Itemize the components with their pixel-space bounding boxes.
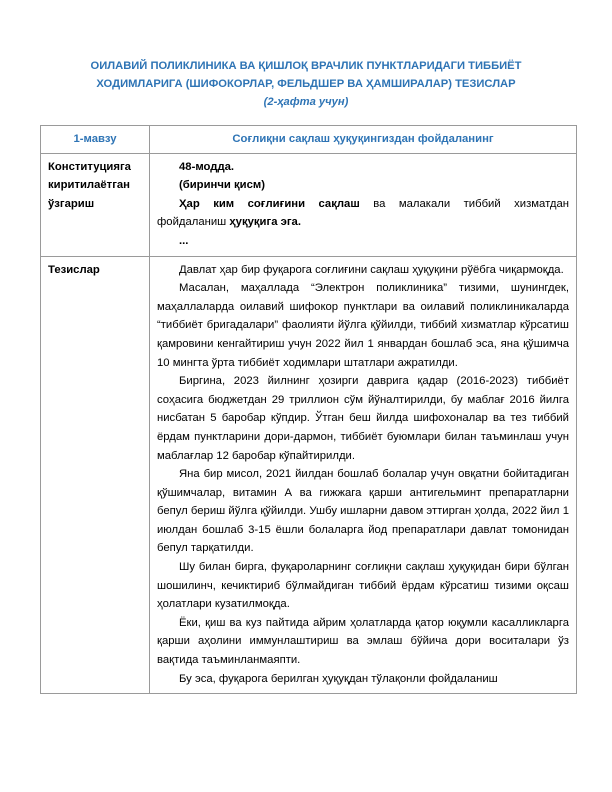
heading-line-1: ОИЛАВИЙ ПОЛИКЛИНИКА ВА ҚИШЛОҚ ВРАЧЛИК ПУНКТЛАРИДАГИ ТИББИЁТ [90,60,522,72]
heading-subtitle: (2-ҳафта учун) [263,96,349,108]
thesis-paragraph: Шу билан бирга, фуқароларнинг соғлиқни сақлаш ҳуқуқидан бири бўлган шошилинч, кечиктириб бўлмайдиган тиббий ёрдам кўрсатиш тизими оқсаш ҳолатлари кузатилмоқда. [157,561,569,611]
topic-number: 1-мавзу [41,126,150,154]
theses-text-cell [150,256,577,694]
article-number: 48-модда. [179,160,235,173]
table-row-theses [41,256,577,694]
thesis-paragraph: Яна бир мисол, 2021 йилдан бошлаб болалар учун овқатни бойитадиган қўшимчалар, витамин А ва гижжага қарши антигельминт препаратларни бепул бериш йўлга қўйилди. Ушбу ишларни давом эттирган ҳолда, 2022 йил 1 июлдан бошлаб 3-15 ёшли болаларга йод препаратлари давлат томонидан бепул тарқатилди. [157,468,569,555]
thesis-paragraph: Ёки, қиш ва куз пайтида айрим ҳолатларда қатор юқумли касалликларга қарши аҳолини иммунлаштириш ва эмлаш бўйича дори воситалари ўз вақтида таъминланмаяпти. [157,616,569,667]
article-part: (биринчи қисм) [179,179,265,192]
table-header-row [41,126,577,154]
article-text-bold-start: Ҳар ким соғлиғини сақлаш [179,197,360,210]
thesis-paragraph: Давлат ҳар бир фуқарога соғлиғини сақлаш ҳуқуқини рўёбга чиқармоқда. [179,263,564,276]
article-text-bold-end: ҳуқуқига эга. [229,216,301,229]
heading-line-2: ХОДИМЛАРИГА (ШИФОКОРЛАР, ФЕЛЬДШЕР ВА ҲАМШИРАЛАР) ТЕЗИСЛАР [96,78,516,90]
table-row-constitution [41,153,577,256]
article-text [157,195,569,232]
constitution-change-label: Конституцияга киритилаётган ўзгариш [41,153,150,256]
thesis-paragraph: Бу эса, фуқарога берилган ҳуқуқдан тўлақонли фойдаланиш [179,672,498,685]
theses-label: Тезислар [41,256,150,694]
thesis-paragraph: Биргина, 2023 йилнинг ҳозирги даврига қадар (2016-2023) тиббиёт соҳасига бюджетдан 29 триллион сўм йўналтирилди, бу маблағ 2016 йилга нисбатан 5 баробар кўпдир. Ўтган беш йилда шифохоналар ва тез тиббий ёрдам пунктларини дори-дармон, тиббиёт буюмлари билан таъминлаш учун маблағлар 12 баробар кўпайтирилди. [157,375,569,462]
thesis-paragraph: Масалан, маҳаллада “Электрон поликлиника” тизими, шунингдек, маҳаллаларда оилавий шифокор пунктлари ва оилавий поликлиникаларда “тиббиёт бригадалари” фаолияти йўлга қўйилди, тиббий хизматлар кўрсатиш қамровини кенгайтириш учун 2022 йил 1 январдан бошлаб эса, яна қўшимча 10 мингта ўрта тиббиёт ходимлари штатлари ажратилди. [157,282,569,369]
document-heading [40,57,572,111]
constitution-article-cell [150,153,577,256]
topic-title: Соғлиқни сақлаш ҳуқуқингиздан фойдаланинг [150,126,577,154]
article-text-middle: ва малакали тиббий хизматдан фойдаланиш [157,197,569,229]
article-ellipsis: ... [179,234,189,247]
theses-table [40,125,577,694]
